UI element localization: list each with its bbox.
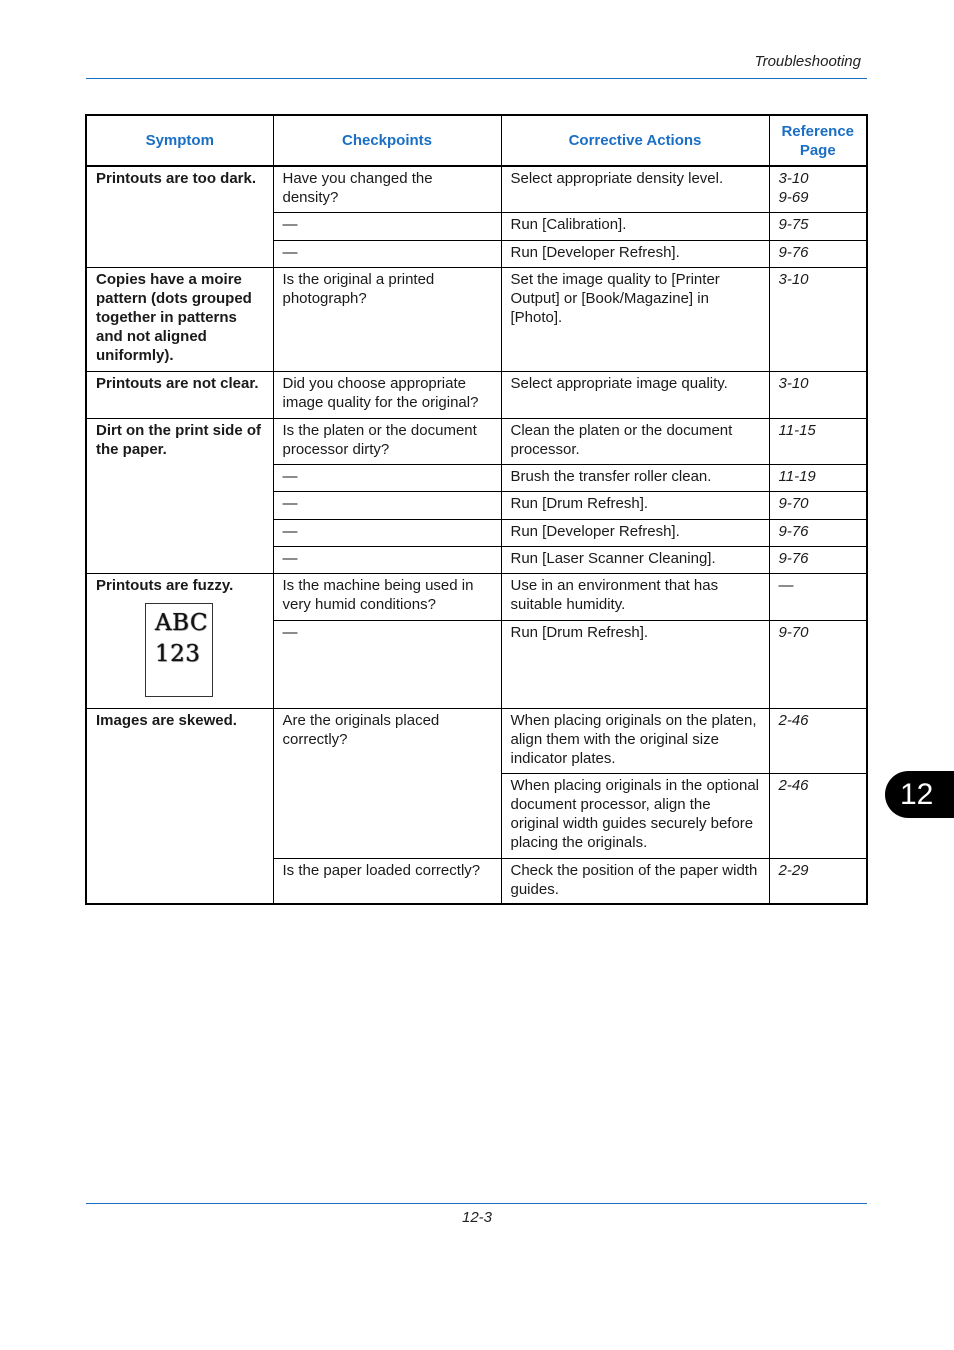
- running-header: Troubleshooting: [754, 53, 861, 70]
- reference-cell: 2-46: [769, 708, 867, 773]
- table-header-row: [86, 115, 867, 166]
- column-header-symptom: Symptom: [86, 115, 273, 166]
- action-cell: Clean the platen or the document processor.: [501, 418, 769, 464]
- reference-cell: 2-46: [769, 773, 867, 858]
- reference-value: 3-10: [778, 170, 809, 187]
- fuzzy-print-sample: [145, 603, 213, 697]
- symptom-cell: Images are skewed.: [86, 708, 273, 904]
- table-row: [86, 371, 867, 418]
- sample-text-letters: ABC: [155, 609, 209, 636]
- action-cell: Run [Developer Refresh].: [501, 240, 769, 267]
- checkpoint-cell: —: [273, 519, 501, 546]
- symptom-cell: Dirt on the print side of the paper.: [86, 418, 273, 573]
- checkpoint-cell: —: [273, 620, 501, 708]
- action-cell: Run [Drum Refresh].: [501, 620, 769, 708]
- reference-cell: 9-70: [769, 620, 867, 708]
- action-cell: Set the image quality to [Printer Output] or [Book/Magazine] in [Photo].: [501, 267, 769, 371]
- reference-cell: 2-29: [769, 858, 867, 904]
- reference-cell: 9-76: [769, 519, 867, 546]
- footer-rule: [86, 1203, 867, 1204]
- reference-cell: 9-70: [769, 491, 867, 519]
- checkpoint-cell: Is the original a printed photograph?: [273, 267, 501, 371]
- checkpoint-cell: Is the platen or the document processor dirty?: [273, 418, 501, 464]
- reference-cell: 3-10: [769, 267, 867, 371]
- table-row: [86, 267, 867, 371]
- action-cell: Run [Drum Refresh].: [501, 491, 769, 519]
- action-cell: Select appropriate density level.: [501, 166, 769, 212]
- checkpoint-cell: Is the machine being used in very humid conditions?: [273, 573, 501, 620]
- reference-cell: [769, 166, 867, 212]
- action-cell: When placing originals on the platen, align them with the original size indicator plates.: [501, 708, 769, 773]
- action-cell: Use in an environment that has suitable humidity.: [501, 573, 769, 620]
- reference-value: 9-69: [778, 189, 809, 206]
- checkpoint-cell: Have you changed the density?: [273, 166, 501, 212]
- action-cell: Check the position of the paper width guides.: [501, 858, 769, 904]
- reference-cell: 9-76: [769, 240, 867, 267]
- checkpoint-cell: —: [273, 212, 501, 240]
- reference-cell: 11-19: [769, 464, 867, 491]
- action-cell: Run [Laser Scanner Cleaning].: [501, 546, 769, 573]
- action-cell: Run [Developer Refresh].: [501, 519, 769, 546]
- symptom-cell: Printouts are too dark.: [86, 166, 273, 267]
- reference-cell: —: [769, 573, 867, 620]
- action-cell: When placing originals in the optional document processor, align the original width guides securely before placing the originals.: [501, 773, 769, 858]
- checkpoint-cell: Is the paper loaded correctly?: [273, 858, 501, 904]
- table-row: [86, 708, 867, 773]
- sample-text-numbers: 123: [155, 640, 201, 667]
- table-row: [86, 418, 867, 464]
- troubleshooting-table: [85, 114, 868, 905]
- action-cell: Select appropriate image quality.: [501, 371, 769, 418]
- reference-cell: 11-15: [769, 418, 867, 464]
- reference-cell: 9-76: [769, 546, 867, 573]
- chapter-tab: 12: [885, 771, 954, 818]
- checkpoint-cell: —: [273, 240, 501, 267]
- symptom-cell: [86, 573, 273, 708]
- page-number: 12-3: [461, 1209, 493, 1226]
- checkpoint-cell: —: [273, 464, 501, 491]
- checkpoint-cell: —: [273, 491, 501, 519]
- checkpoint-cell: Did you choose appropriate image quality for the original?: [273, 371, 501, 418]
- header-rule: [86, 78, 867, 79]
- checkpoint-cell: —: [273, 546, 501, 573]
- checkpoint-cell: Are the originals placed correctly?: [273, 708, 501, 858]
- reference-cell: 3-10: [769, 371, 867, 418]
- symptom-cell: Printouts are not clear.: [86, 371, 273, 418]
- action-cell: Run [Calibration].: [501, 212, 769, 240]
- reference-cell: 9-75: [769, 212, 867, 240]
- column-header-actions: Corrective Actions: [501, 115, 769, 166]
- column-header-reference: Reference Page: [769, 115, 867, 166]
- symptom-cell: Copies have a moire pattern (dots grouped together in patterns and not aligned uniformly).: [86, 267, 273, 371]
- table-row: [86, 166, 867, 212]
- action-cell: Brush the transfer roller clean.: [501, 464, 769, 491]
- table-row: [86, 573, 867, 620]
- symptom-text: Printouts are fuzzy.: [96, 576, 234, 594]
- column-header-checkpoints: Checkpoints: [273, 115, 501, 166]
